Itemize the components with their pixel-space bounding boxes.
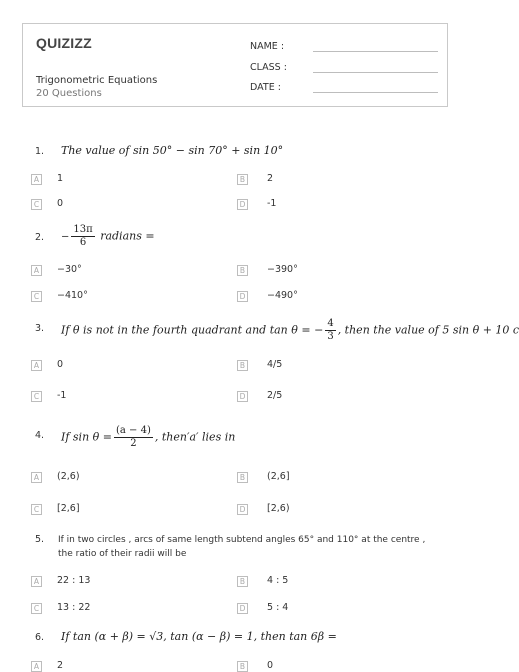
question-text: If sin θ = $\frac{(a - 4)}{2}$ , then′a′ lies in xyxy=(61,425,236,449)
option-letter-box[interactable]: C xyxy=(31,199,42,210)
option-text: 0 xyxy=(57,359,64,370)
option-text: [2,6) xyxy=(267,503,290,514)
option-text: -1 xyxy=(267,198,277,209)
option-text: −30° xyxy=(57,264,82,275)
option-text: [2,6] xyxy=(57,503,80,514)
question-number: 5. xyxy=(35,534,45,545)
question-text: − $\frac{13\pi}{6}$ radians = xyxy=(61,224,155,248)
option-letter-box[interactable]: D xyxy=(237,603,248,614)
question-number: 4. xyxy=(35,430,45,441)
question-number: 3. xyxy=(35,323,45,334)
class-line[interactable] xyxy=(313,72,438,73)
option-letter-box[interactable]: C xyxy=(31,291,42,302)
class-label: CLASS : xyxy=(250,62,287,73)
option-letter-box[interactable]: B xyxy=(237,360,248,371)
option-text: −490° xyxy=(267,290,298,301)
option-letter-box[interactable]: C xyxy=(31,391,42,402)
option-text: 2 xyxy=(57,660,64,671)
option-text: (2,6] xyxy=(267,471,290,482)
option-text: 0 xyxy=(267,660,274,671)
option-text: 4 : 5 xyxy=(267,575,289,586)
option-letter-box[interactable]: D xyxy=(237,504,248,515)
option-text: 13 : 22 xyxy=(57,602,91,613)
option-text: 4/5 xyxy=(267,359,283,370)
option-letter-box[interactable]: A xyxy=(31,472,42,483)
option-letter-box[interactable]: B xyxy=(237,472,248,483)
name-line[interactable] xyxy=(313,51,438,52)
option-text: 2 xyxy=(267,173,274,184)
worksheet-title: Trigonometric Equations xyxy=(36,75,158,86)
question-text: The value of sin 50° − sin 70° + sin 10° xyxy=(61,144,284,157)
option-letter-box[interactable]: D xyxy=(237,291,248,302)
option-letter-box[interactable]: B xyxy=(237,576,248,587)
option-text: −390° xyxy=(267,264,298,275)
question-text: If tan (α + β) = √3, tan (α − β) = 1, then tan 6β = xyxy=(61,630,337,643)
option-letter-box[interactable]: A xyxy=(31,576,42,587)
option-text: 22 : 13 xyxy=(57,575,91,586)
option-letter-box[interactable]: D xyxy=(237,391,248,402)
option-text: 1 xyxy=(57,173,64,184)
question-number: 2. xyxy=(35,232,45,243)
option-letter-box[interactable]: B xyxy=(237,265,248,276)
question-text-line-2: the ratio of their radii will be xyxy=(58,549,187,559)
worksheet-header xyxy=(22,23,448,107)
question-text: If θ is not in the fourth quadrant and tan θ = − $\frac{4}{3}$ , then the value of 5 sin θ + 10 c xyxy=(61,318,519,342)
option-letter-box[interactable]: A xyxy=(31,265,42,276)
option-letter-box[interactable]: B xyxy=(237,174,248,185)
option-text: 0 xyxy=(57,198,64,209)
option-letter-box[interactable]: C xyxy=(31,504,42,515)
option-text: -1 xyxy=(57,390,67,401)
question-text-line-1: If in two circles , arcs of same length subtend angles 65° and 110° at the centre , xyxy=(58,535,426,545)
question-count: 20 Questions xyxy=(36,88,102,99)
quizizz-logo: QUIZIZZ xyxy=(36,35,92,51)
option-text: −410° xyxy=(57,290,88,301)
option-letter-box[interactable]: B xyxy=(237,661,248,672)
question-number: 1. xyxy=(35,146,45,157)
option-letter-box[interactable]: A xyxy=(31,661,42,672)
date-label: DATE : xyxy=(250,82,281,93)
option-text: 2/5 xyxy=(267,390,283,401)
date-line[interactable] xyxy=(313,92,438,93)
option-letter-box[interactable]: A xyxy=(31,360,42,371)
option-letter-box[interactable]: C xyxy=(31,603,42,614)
question-number: 6. xyxy=(35,632,45,643)
name-label: NAME : xyxy=(250,41,285,52)
option-text: 5 : 4 xyxy=(267,602,289,613)
name-field[interactable] xyxy=(250,41,284,52)
option-text: (2,6) xyxy=(57,471,80,482)
date-field[interactable] xyxy=(250,82,281,93)
class-field[interactable] xyxy=(250,62,287,73)
option-letter-box[interactable]: A xyxy=(31,174,42,185)
option-letter-box[interactable]: D xyxy=(237,199,248,210)
